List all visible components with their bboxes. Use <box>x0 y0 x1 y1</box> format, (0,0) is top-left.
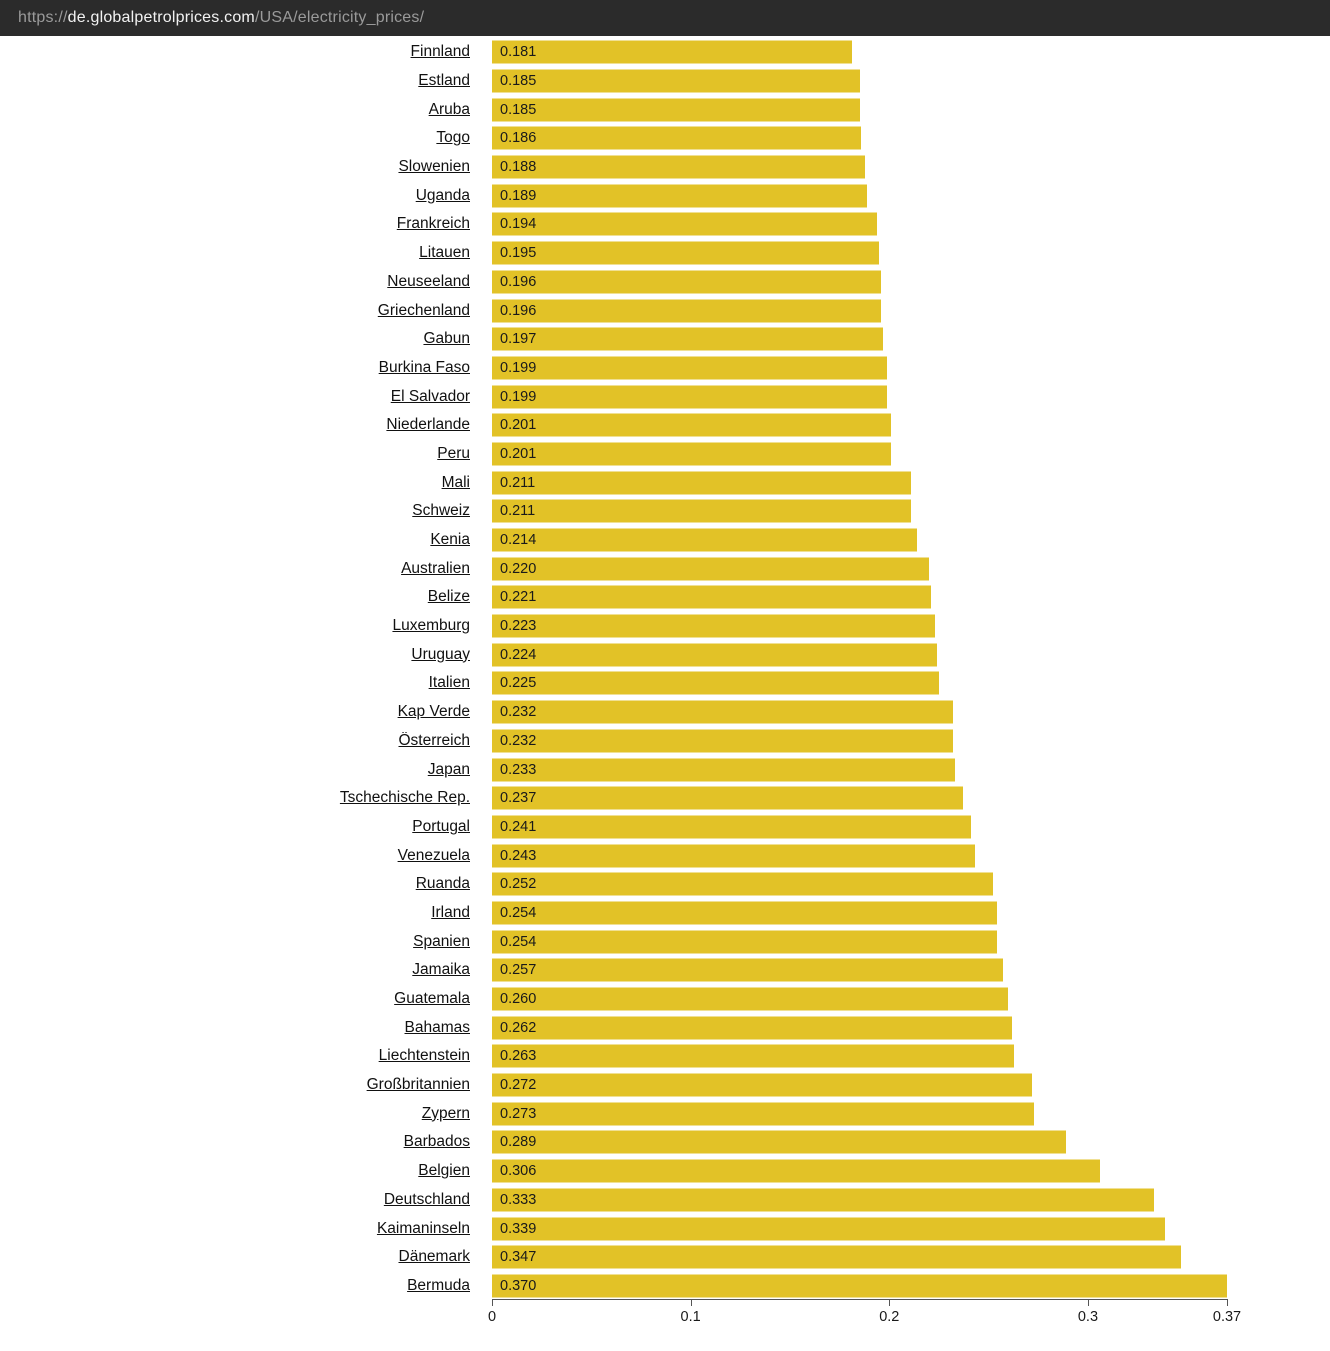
bar-track <box>470 124 1330 153</box>
chart-row <box>0 583 1330 612</box>
bar <box>492 615 935 638</box>
bar <box>492 156 865 179</box>
chart-row <box>0 612 1330 641</box>
bar-track <box>470 468 1330 497</box>
country-label[interactable]: Mali <box>441 473 470 491</box>
bar <box>492 442 891 465</box>
bar-value-label: 0.260 <box>500 991 537 1008</box>
chart-row <box>0 1214 1330 1243</box>
bar-track <box>470 870 1330 899</box>
chart-row <box>0 67 1330 96</box>
chart-row <box>0 411 1330 440</box>
chart-row <box>0 1243 1330 1272</box>
bar <box>492 901 997 924</box>
bar <box>492 988 1008 1011</box>
country-label[interactable]: Bahamas <box>404 1018 470 1036</box>
chart-row <box>0 268 1330 297</box>
country-label[interactable]: Deutschland <box>383 1190 470 1208</box>
axis-tick-label: 0.37 <box>1212 1309 1242 1325</box>
chart-row <box>0 210 1330 239</box>
bar-track <box>470 956 1330 985</box>
chart-row <box>0 239 1330 268</box>
bar-track <box>470 554 1330 583</box>
country-label[interactable]: Burkina Faso <box>378 358 470 376</box>
axis-tick <box>691 1299 692 1306</box>
bar <box>492 242 879 265</box>
bar-track <box>470 784 1330 813</box>
country-label[interactable]: Dänemark <box>398 1248 470 1266</box>
country-label[interactable]: Kaimaninseln <box>376 1219 470 1237</box>
bar-value-label: 0.196 <box>500 302 537 319</box>
country-label[interactable]: Niederlande <box>386 416 470 434</box>
bar <box>492 729 953 752</box>
country-label[interactable]: Frankreich <box>396 215 470 233</box>
bar-track <box>470 927 1330 956</box>
chart-row <box>0 1128 1330 1157</box>
bar-value-label: 0.214 <box>500 532 537 549</box>
bar <box>492 758 955 781</box>
bar-value-label: 0.199 <box>500 388 537 405</box>
country-label[interactable]: Japan <box>427 760 470 778</box>
country-label[interactable]: Zypern <box>421 1104 470 1122</box>
bar-value-label: 0.370 <box>500 1277 537 1294</box>
bar-track <box>470 296 1330 325</box>
bar-value-label: 0.211 <box>500 474 536 491</box>
bar <box>492 959 1003 982</box>
chart-row <box>0 1272 1330 1301</box>
bar-value-label: 0.201 <box>500 445 537 462</box>
chart-row <box>0 813 1330 842</box>
country-label[interactable]: Österreich <box>398 731 470 749</box>
bar <box>492 1131 1066 1154</box>
country-label[interactable]: Liechtenstein <box>378 1047 470 1065</box>
bar <box>492 586 931 609</box>
bar-value-label: 0.339 <box>500 1220 537 1237</box>
bar-value-label: 0.347 <box>500 1249 537 1266</box>
bar <box>492 1274 1227 1297</box>
bar-value-label: 0.254 <box>500 933 537 950</box>
bar-value-label: 0.257 <box>500 962 537 979</box>
bar-track <box>470 1243 1330 1272</box>
bar-track <box>470 38 1330 67</box>
bar-value-label: 0.195 <box>500 245 537 262</box>
country-label[interactable]: Tschechische Rep. <box>339 789 470 807</box>
bar-value-label: 0.233 <box>500 761 537 778</box>
country-label[interactable]: Venezuela <box>397 846 470 864</box>
axis-tick <box>889 1299 890 1306</box>
bar-track <box>470 1128 1330 1157</box>
chart-row <box>0 870 1330 899</box>
country-label[interactable]: Togo <box>436 129 470 147</box>
country-label[interactable]: Gabun <box>423 330 470 348</box>
country-label[interactable]: Irland <box>431 903 470 921</box>
country-label[interactable]: Spanien <box>413 932 470 950</box>
bar-track <box>470 95 1330 124</box>
url-scheme: https:// <box>18 9 68 26</box>
bar <box>492 1016 1012 1039</box>
bar-track <box>470 181 1330 210</box>
bar-track <box>470 669 1330 698</box>
bar <box>492 270 881 293</box>
url-path: /USA/electricity_prices/ <box>254 9 425 26</box>
bar <box>492 672 939 695</box>
bar-value-label: 0.263 <box>500 1048 537 1065</box>
chart-row <box>0 382 1330 411</box>
chart-row <box>0 985 1330 1014</box>
bar-track <box>470 841 1330 870</box>
electricity-price-bar-chart <box>0 36 1330 1351</box>
bar-track <box>470 1157 1330 1186</box>
bar <box>492 41 852 64</box>
bar-track <box>470 325 1330 354</box>
bar-track <box>470 153 1330 182</box>
country-label[interactable]: Schweiz <box>412 502 470 520</box>
bar-track <box>470 698 1330 727</box>
bar-track <box>470 813 1330 842</box>
bar-value-label: 0.225 <box>500 675 537 692</box>
bar-value-label: 0.181 <box>500 44 537 61</box>
country-label[interactable]: Aruba <box>428 100 470 118</box>
chart-row <box>0 153 1330 182</box>
bar <box>492 930 997 953</box>
country-label[interactable]: Jamaika <box>412 961 470 979</box>
bar <box>492 1246 1181 1269</box>
chart-row <box>0 1071 1330 1100</box>
country-label[interactable]: Uruguay <box>411 645 470 663</box>
bar-track <box>470 1071 1330 1100</box>
bar-track <box>470 526 1330 555</box>
bar-track <box>470 899 1330 928</box>
country-label[interactable]: Uganda <box>415 186 470 204</box>
country-label[interactable]: Kap Verde <box>397 703 470 721</box>
bar <box>492 328 883 351</box>
bar-value-label: 0.186 <box>500 130 537 147</box>
country-label[interactable]: Luxemburg <box>392 617 470 635</box>
bar-value-label: 0.211 <box>500 503 536 520</box>
bar-track <box>470 411 1330 440</box>
country-label[interactable]: Estland <box>418 72 470 90</box>
chart-row <box>0 95 1330 124</box>
bar-value-label: 0.306 <box>500 1163 537 1180</box>
bar-value-label: 0.199 <box>500 359 537 376</box>
bar <box>492 414 891 437</box>
chart-row <box>0 554 1330 583</box>
x-axis-line <box>492 1299 1227 1300</box>
bar-value-label: 0.241 <box>500 818 537 835</box>
bar <box>492 385 887 408</box>
browser-url-bar[interactable] <box>0 0 1330 36</box>
country-label[interactable]: Kenia <box>430 531 470 549</box>
bar-value-label: 0.232 <box>500 732 537 749</box>
bar <box>492 98 860 121</box>
bar <box>492 127 861 150</box>
bar-track <box>470 497 1330 526</box>
country-label[interactable]: Slowenien <box>398 158 470 176</box>
chart-row <box>0 440 1330 469</box>
url-host: de.globalpetrolprices.com <box>67 9 255 26</box>
country-label[interactable]: Neuseeland <box>387 272 470 290</box>
chart-row <box>0 497 1330 526</box>
bar-value-label: 0.243 <box>500 847 537 864</box>
bar-value-label: 0.185 <box>500 73 537 90</box>
chart-row <box>0 296 1330 325</box>
bar-value-label: 0.221 <box>500 589 537 606</box>
bar-track <box>470 640 1330 669</box>
chart-row <box>0 354 1330 383</box>
chart-row <box>0 698 1330 727</box>
chart-row <box>0 755 1330 784</box>
bar-value-label: 0.196 <box>500 273 537 290</box>
bar <box>492 643 937 666</box>
chart-row <box>0 784 1330 813</box>
axis-tick-label: 0 <box>487 1309 497 1325</box>
bar-track <box>470 1186 1330 1215</box>
bar <box>492 70 860 93</box>
country-label[interactable]: El Salvador <box>390 387 470 405</box>
bar-value-label: 0.289 <box>500 1134 537 1151</box>
chart-row <box>0 468 1330 497</box>
country-label[interactable]: Griechenland <box>377 301 470 319</box>
bar-track <box>470 239 1330 268</box>
bar-value-label: 0.220 <box>500 560 537 577</box>
bar-value-label: 0.223 <box>500 618 537 635</box>
x-axis <box>0 1299 1330 1351</box>
bar-track <box>470 1214 1330 1243</box>
bar-value-label: 0.185 <box>500 101 537 118</box>
chart-row <box>0 181 1330 210</box>
chart-row <box>0 1157 1330 1186</box>
chart-row <box>0 640 1330 669</box>
bar <box>492 787 963 810</box>
country-label[interactable]: Bermuda <box>407 1276 470 1294</box>
bar <box>492 1045 1014 1068</box>
bar-track <box>470 612 1330 641</box>
bar-track <box>470 354 1330 383</box>
chart-row <box>0 899 1330 928</box>
country-label[interactable]: Belize <box>427 588 470 606</box>
bar <box>492 873 993 896</box>
bar-track <box>470 67 1330 96</box>
bar-value-label: 0.188 <box>500 159 537 176</box>
bar-track <box>470 583 1330 612</box>
axis-tick <box>1088 1299 1089 1306</box>
bar <box>492 529 917 552</box>
chart-row <box>0 526 1330 555</box>
bar-track <box>470 727 1330 756</box>
country-label[interactable]: Finnland <box>410 43 470 61</box>
country-label[interactable]: Ruanda <box>415 875 470 893</box>
chart-row <box>0 325 1330 354</box>
bar <box>492 299 881 322</box>
bar-track <box>470 382 1330 411</box>
chart-row <box>0 1013 1330 1042</box>
bar <box>492 557 929 580</box>
chart-row <box>0 1099 1330 1128</box>
chart-row <box>0 956 1330 985</box>
bar-track <box>470 1013 1330 1042</box>
country-label[interactable]: Großbritannien <box>366 1076 470 1094</box>
bar <box>492 184 867 207</box>
chart-rows <box>0 38 1330 1300</box>
bar <box>492 844 975 867</box>
bar-value-label: 0.262 <box>500 1019 537 1036</box>
bar-value-label: 0.237 <box>500 790 537 807</box>
bar-track <box>470 1042 1330 1071</box>
bar-value-label: 0.224 <box>500 646 537 663</box>
bar <box>492 815 971 838</box>
bar-value-label: 0.273 <box>500 1105 537 1122</box>
bar-value-label: 0.333 <box>500 1191 537 1208</box>
bar-track <box>470 210 1330 239</box>
bar-value-label: 0.201 <box>500 417 537 434</box>
bar <box>492 356 887 379</box>
bar-track <box>470 440 1330 469</box>
chart-row <box>0 669 1330 698</box>
bar-value-label: 0.254 <box>500 904 537 921</box>
chart-row <box>0 124 1330 153</box>
bar-value-label: 0.252 <box>500 876 537 893</box>
country-label[interactable]: Litauen <box>419 244 470 262</box>
country-label[interactable]: Belgien <box>418 1162 470 1180</box>
axis-tick <box>1227 1299 1228 1306</box>
bar-value-label: 0.232 <box>500 704 537 721</box>
axis-tick-label: 0.3 <box>1077 1309 1099 1325</box>
bar-track <box>470 268 1330 297</box>
country-label[interactable]: Guatemala <box>394 990 470 1008</box>
bar <box>492 471 911 494</box>
bar <box>492 701 953 724</box>
country-label[interactable]: Portugal <box>412 817 470 835</box>
bar-value-label: 0.197 <box>500 331 537 348</box>
chart-row <box>0 1186 1330 1215</box>
chart-row <box>0 727 1330 756</box>
bar-track <box>470 755 1330 784</box>
bar-track <box>470 1272 1330 1301</box>
bar-track <box>470 985 1330 1014</box>
bar-value-label: 0.272 <box>500 1077 537 1094</box>
bar <box>492 1160 1100 1183</box>
bar <box>492 213 877 236</box>
country-label[interactable]: Italien <box>428 674 470 692</box>
country-label[interactable]: Barbados <box>403 1133 470 1151</box>
bar-track <box>470 1099 1330 1128</box>
bar <box>492 1074 1032 1097</box>
chart-row <box>0 38 1330 67</box>
bar-value-label: 0.194 <box>500 216 537 233</box>
axis-tick-label: 0.1 <box>680 1309 701 1325</box>
url-text <box>18 9 424 27</box>
chart-row <box>0 1042 1330 1071</box>
country-label[interactable]: Australien <box>401 559 470 577</box>
bar <box>492 1102 1034 1125</box>
bar <box>492 1188 1154 1211</box>
bar-value-label: 0.189 <box>500 187 537 204</box>
bar <box>492 500 911 523</box>
country-label[interactable]: Peru <box>437 444 470 462</box>
bar <box>492 1217 1165 1240</box>
chart-row <box>0 841 1330 870</box>
axis-tick <box>492 1299 493 1306</box>
chart-row <box>0 927 1330 956</box>
axis-tick-label: 0.2 <box>879 1309 900 1325</box>
